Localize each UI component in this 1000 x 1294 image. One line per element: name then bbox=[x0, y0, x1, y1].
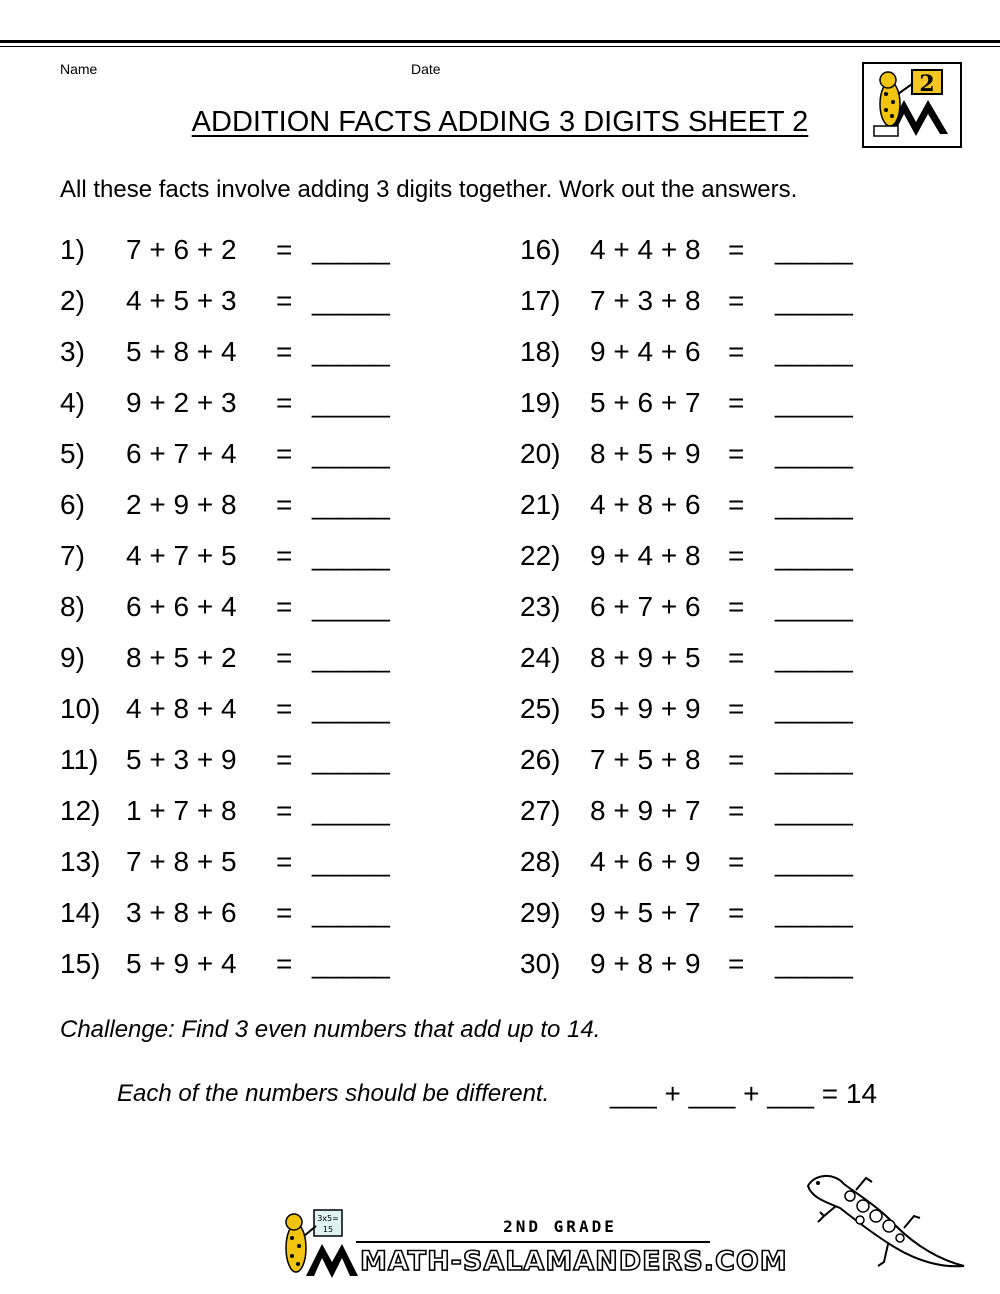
logo-grade-number: 2 bbox=[919, 71, 935, 97]
answer-blank[interactable]: _____ bbox=[312, 693, 390, 724]
problem-number: 7) bbox=[60, 540, 85, 571]
problem-row bbox=[0, 434, 1000, 474]
problem-number: 19) bbox=[520, 387, 561, 418]
problem-expression: 2 + 9 + 8 bbox=[126, 489, 237, 520]
top-rule bbox=[0, 40, 1000, 43]
problem-expression: 4 + 6 + 9 bbox=[590, 846, 701, 877]
answer-blank[interactable]: _____ bbox=[312, 438, 390, 469]
problem-expression: 4 + 8 + 6 bbox=[590, 489, 701, 520]
problem-number: 21) bbox=[520, 489, 561, 520]
answer-blank[interactable]: _____ bbox=[775, 438, 853, 469]
equals-sign: = bbox=[728, 642, 745, 673]
equals-sign: = bbox=[728, 336, 745, 367]
problem-number: 11) bbox=[60, 744, 99, 775]
problem-number: 30) bbox=[520, 948, 561, 979]
answer-blank[interactable]: _____ bbox=[312, 591, 390, 622]
problem-number: 27) bbox=[520, 795, 561, 826]
footer-grade-text: 2ND GRADE bbox=[503, 1217, 617, 1236]
problem-expression: 8 + 5 + 2 bbox=[126, 642, 237, 673]
answer-blank[interactable]: _____ bbox=[312, 744, 390, 775]
answer-blank[interactable]: _____ bbox=[312, 285, 390, 316]
equals-sign: = bbox=[728, 234, 745, 265]
equals-sign: = bbox=[728, 744, 745, 775]
problem-number: 5) bbox=[60, 438, 85, 469]
equals-sign: = bbox=[728, 948, 745, 979]
answer-blank[interactable]: _____ bbox=[775, 744, 853, 775]
name-label: Name bbox=[60, 61, 98, 77]
problem-expression: 8 + 9 + 7 bbox=[590, 795, 701, 826]
equals-sign: = bbox=[276, 795, 293, 826]
problem-row bbox=[0, 842, 1000, 882]
equals-sign: = bbox=[728, 387, 745, 418]
answer-blank[interactable]: _____ bbox=[775, 489, 853, 520]
problem-number: 22) bbox=[520, 540, 561, 571]
math-salamanders-logo-icon bbox=[270, 1206, 788, 1284]
equals-sign: = bbox=[728, 591, 745, 622]
problem-number: 12) bbox=[60, 795, 101, 826]
answer-blank[interactable]: _____ bbox=[775, 795, 853, 826]
problem-expression: 4 + 4 + 8 bbox=[590, 234, 701, 265]
problem-expression: 7 + 5 + 8 bbox=[590, 744, 701, 775]
problem-expression: 8 + 5 + 9 bbox=[590, 438, 701, 469]
problem-number: 15) bbox=[60, 948, 101, 979]
problem-number: 25) bbox=[520, 693, 561, 724]
problem-expression: 5 + 9 + 4 bbox=[126, 948, 237, 979]
problem-expression: 9 + 4 + 8 bbox=[590, 540, 701, 571]
problem-number: 10) bbox=[60, 693, 101, 724]
problem-row bbox=[0, 638, 1000, 678]
answer-blank[interactable]: _____ bbox=[775, 540, 853, 571]
equals-sign: = bbox=[728, 693, 745, 724]
answer-blank[interactable]: _____ bbox=[775, 693, 853, 724]
answer-blank[interactable]: _____ bbox=[312, 795, 390, 826]
equals-sign: = bbox=[276, 285, 293, 316]
answer-blank[interactable]: _____ bbox=[312, 234, 390, 265]
answer-blank[interactable]: _____ bbox=[775, 285, 853, 316]
equals-sign: = bbox=[276, 642, 293, 673]
problem-row bbox=[0, 485, 1000, 525]
equals-sign: = bbox=[276, 438, 293, 469]
problem-number: 6) bbox=[60, 489, 85, 520]
problem-expression: 8 + 9 + 5 bbox=[590, 642, 701, 673]
top-rule-thin bbox=[0, 46, 1000, 47]
problem-expression: 5 + 6 + 7 bbox=[590, 387, 701, 418]
problem-expression: 7 + 3 + 8 bbox=[590, 285, 701, 316]
challenge-equation: ___ + ___ + ___ = 14 bbox=[610, 1078, 878, 1109]
equals-sign: = bbox=[276, 540, 293, 571]
equals-sign: = bbox=[728, 489, 745, 520]
problem-expression: 5 + 8 + 4 bbox=[126, 336, 237, 367]
problem-expression: 9 + 4 + 6 bbox=[590, 336, 701, 367]
answer-blank[interactable]: _____ bbox=[312, 387, 390, 418]
problem-row bbox=[0, 332, 1000, 372]
answer-blank[interactable]: _____ bbox=[775, 336, 853, 367]
problem-number: 20) bbox=[520, 438, 561, 469]
problem-number: 3) bbox=[60, 336, 85, 367]
problem-number: 13) bbox=[60, 846, 101, 877]
challenge-prompt: Challenge: Find 3 even numbers that add up to 14. bbox=[60, 1016, 601, 1043]
problem-row bbox=[0, 893, 1000, 933]
problem-number: 16) bbox=[520, 234, 561, 265]
equals-sign: = bbox=[276, 846, 293, 877]
answer-blank[interactable]: _____ bbox=[312, 642, 390, 673]
equals-sign: = bbox=[276, 948, 293, 979]
footer-sign-top: 3x5= bbox=[317, 1214, 339, 1223]
problem-expression: 4 + 8 + 4 bbox=[126, 693, 237, 724]
problem-row bbox=[0, 281, 1000, 321]
footer-sign-bottom: 15 bbox=[322, 1225, 334, 1234]
equals-sign: = bbox=[728, 795, 745, 826]
problem-row bbox=[0, 383, 1000, 423]
answer-blank[interactable]: _____ bbox=[775, 234, 853, 265]
instructions: All these facts involve adding 3 digits together. Work out the answers. bbox=[60, 176, 798, 203]
equals-sign: = bbox=[728, 438, 745, 469]
problem-expression: 4 + 7 + 5 bbox=[126, 540, 237, 571]
answer-blank[interactable]: _____ bbox=[775, 948, 853, 979]
problem-expression: 6 + 7 + 4 bbox=[126, 438, 237, 469]
problem-row bbox=[0, 587, 1000, 627]
equals-sign: = bbox=[276, 387, 293, 418]
problem-expression: 9 + 8 + 9 bbox=[590, 948, 701, 979]
equals-sign: = bbox=[276, 744, 293, 775]
answer-blank[interactable]: _____ bbox=[775, 642, 853, 673]
problem-row bbox=[0, 944, 1000, 984]
problem-expression: 9 + 2 + 3 bbox=[126, 387, 237, 418]
answer-blank[interactable]: _____ bbox=[312, 336, 390, 367]
equals-sign: = bbox=[276, 897, 293, 928]
problem-expression: 7 + 6 + 2 bbox=[126, 234, 237, 265]
problem-number: 14) bbox=[60, 897, 101, 928]
problem-row bbox=[0, 230, 1000, 270]
equals-sign: = bbox=[276, 234, 293, 265]
equals-sign: = bbox=[276, 591, 293, 622]
problem-number: 23) bbox=[520, 591, 561, 622]
answer-blank[interactable]: _____ bbox=[312, 897, 390, 928]
problem-expression: 3 + 8 + 6 bbox=[126, 897, 237, 928]
problem-number: 17) bbox=[520, 285, 561, 316]
salamander-icon bbox=[800, 1168, 970, 1278]
answer-blank[interactable]: _____ bbox=[775, 897, 853, 928]
answer-blank[interactable]: _____ bbox=[775, 591, 853, 622]
page-title: ADDITION FACTS ADDING 3 DIGITS SHEET 2 bbox=[191, 106, 809, 138]
problem-number: 28) bbox=[520, 846, 561, 877]
answer-blank[interactable]: _____ bbox=[312, 489, 390, 520]
answer-blank[interactable]: _____ bbox=[312, 540, 390, 571]
date-label: Date bbox=[411, 61, 441, 77]
problem-expression: 9 + 5 + 7 bbox=[590, 897, 701, 928]
problem-number: 2) bbox=[60, 285, 85, 316]
problem-number: 24) bbox=[520, 642, 561, 673]
problem-row bbox=[0, 689, 1000, 729]
problem-row bbox=[0, 791, 1000, 831]
equals-sign: = bbox=[728, 846, 745, 877]
equals-sign: = bbox=[276, 489, 293, 520]
equals-sign: = bbox=[728, 540, 745, 571]
problem-number: 9) bbox=[60, 642, 85, 673]
problem-expression: 5 + 9 + 9 bbox=[590, 693, 701, 724]
problem-number: 18) bbox=[520, 336, 561, 367]
answer-blank[interactable]: _____ bbox=[775, 846, 853, 877]
equals-sign: = bbox=[276, 693, 293, 724]
problem-number: 4) bbox=[60, 387, 85, 418]
answer-blank[interactable]: _____ bbox=[775, 387, 853, 418]
problem-expression: 7 + 8 + 5 bbox=[126, 846, 237, 877]
salamander-grade-logo-icon bbox=[862, 62, 962, 148]
problem-expression: 6 + 6 + 4 bbox=[126, 591, 237, 622]
problem-number: 1) bbox=[60, 234, 85, 265]
problem-row bbox=[0, 536, 1000, 576]
problem-expression: 5 + 3 + 9 bbox=[126, 744, 237, 775]
answer-blank[interactable]: _____ bbox=[312, 846, 390, 877]
footer-site-text: MATH-SALAMANDERS.COM bbox=[360, 1246, 788, 1277]
equals-sign: = bbox=[728, 897, 745, 928]
problem-expression: 4 + 5 + 3 bbox=[126, 285, 237, 316]
problem-expression: 6 + 7 + 6 bbox=[590, 591, 701, 622]
equals-sign: = bbox=[728, 285, 745, 316]
challenge-rule: Each of the numbers should be different. bbox=[117, 1080, 550, 1107]
answer-blank[interactable]: _____ bbox=[312, 948, 390, 979]
problem-expression: 1 + 7 + 8 bbox=[126, 795, 237, 826]
equals-sign: = bbox=[276, 336, 293, 367]
problem-number: 29) bbox=[520, 897, 561, 928]
problem-row bbox=[0, 740, 1000, 780]
problem-number: 8) bbox=[60, 591, 85, 622]
problem-number: 26) bbox=[520, 744, 561, 775]
